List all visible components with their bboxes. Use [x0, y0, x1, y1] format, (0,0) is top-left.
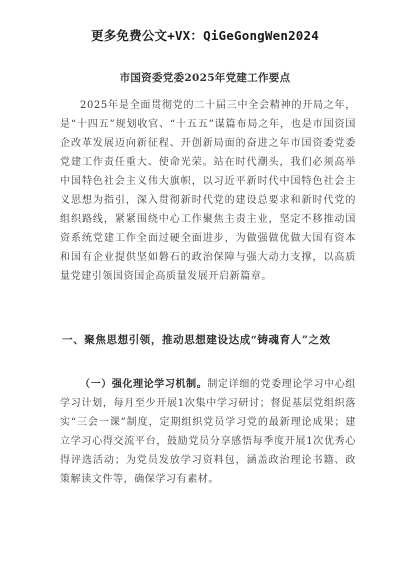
document-title: 市国资委党委2025年党建工作要点: [119, 72, 291, 84]
subsection-body-1: 制定详细的党委理论学习中心组学习计划，每月至少开展1次集中学习研讨；督促基层党组织落实“三会一课”制度，定期组织党员学习党的最新理论成果；建立学习心得交流平台，鼓励党员分享感悟每季度开展1次优秀心得评选活动；为党员发放学习资料包，涵盖政治理论书籍、政策解读文件等，确保学习有素材。: [60, 379, 356, 485]
subsection-paragraph-1: [60, 375, 356, 489]
section-heading-1: 一、聚焦思想引领，推动思想建设达成“铸魂育人”之效: [62, 334, 331, 346]
intro-paragraph: 2025年是全面贯彻党的二十届三中全会精神的开局之年，是“十四五”规划收官、“十五五”谋篇布局之年，也是市国资国企改革发展迈向新征程、开创新局面的奋进之年市国资委党委党建工作责任重大、使命光荣。站在时代潮头，我们必须高举中国特色社会主义伟大旗帜，以习近平新时代中国特色社会主义思想为指引，深入贯彻新时代党的建设总要求和新时代党的组织路线，紧紧围绕中心工作聚焦主责主业，坚定不移推动国资系统党建工作全面过硬全面进步，为做强做优做大国有资本和国有企业提供坚如磐石的政治保障与强大动力支撑，以高质量党建引领国资国企高质量发展开启新篇章。: [60, 100, 356, 282]
promo-banner: 更多免费公文+VX：QiGeGongWen2024: [91, 28, 319, 43]
subsection-label-1: （一）强化理论学习机制。: [80, 379, 208, 390]
